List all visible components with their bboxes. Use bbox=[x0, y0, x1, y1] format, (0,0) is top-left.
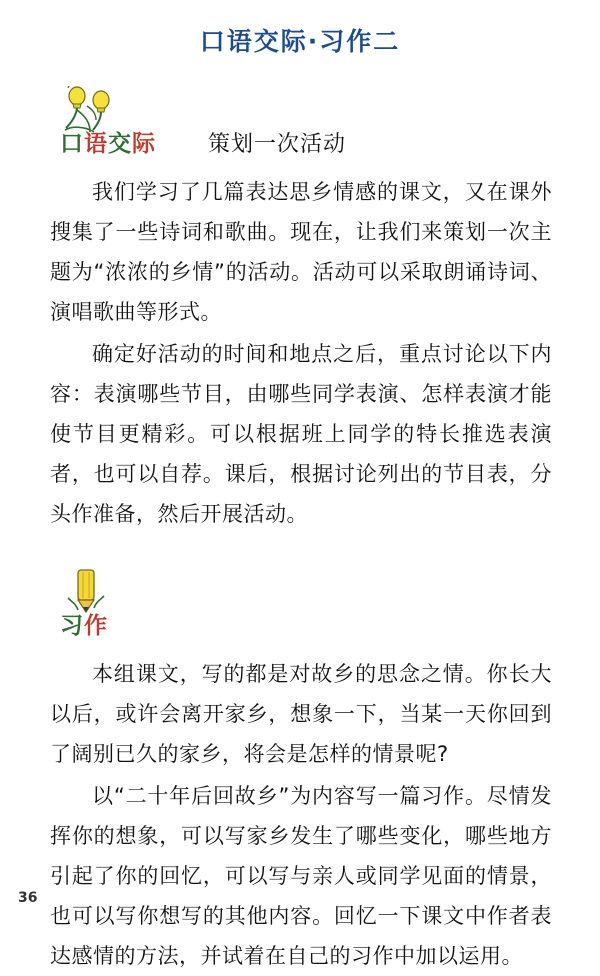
section-label-oral: 口语交际 bbox=[60, 131, 156, 157]
page-content bbox=[50, 86, 552, 976]
writing-body bbox=[50, 654, 552, 976]
oral-body bbox=[50, 172, 552, 534]
section-title-row-writing bbox=[60, 607, 108, 640]
section-subtitle-oral: 策划一次活动 bbox=[208, 132, 347, 157]
section-label-writing: 习作 bbox=[60, 613, 108, 639]
paragraph: 确定好活动的时间和地点之后，重点讨论以下内容：表演哪些节目，由哪些同学表演、怎样表演才能使节目更精彩。可以根据班上同学的特长推选表演者，也可以自荐。课后，根据讨论列出的节目表，分头作准备，然后开展活动。 bbox=[50, 342, 552, 526]
paragraph: 本组课文，写的都是对故乡的思念之情。你长大以后，或许会离开家乡，想象一下，当某一天你回到了阔别已久的家乡，将会是怎样的情景呢? bbox=[50, 662, 552, 766]
page-number: 36 bbox=[18, 890, 38, 906]
section-header-oral bbox=[50, 86, 552, 162]
paragraph: 以“二十年后回故乡”为内容写一篇习作。尽情发挥你的想象，可以写家乡发生了哪些变化，哪些地方引起了你的回忆，可以写与亲人或同学见面的情景，也可以写你想写的其他内容。回忆一下课文中作者表达感情的方法，并试着在自己的习作中加以运用。 bbox=[50, 784, 552, 968]
section-title-row-oral bbox=[60, 125, 346, 158]
page-title: 口语交际·习作二 bbox=[199, 27, 401, 56]
textbook-page bbox=[0, 22, 600, 968]
section-header-writing bbox=[50, 568, 552, 644]
paragraph: 我们学习了几篇表达思乡情感的课文，又在课外搜集了一些诗词和歌曲。现在，让我们来策划一次主题为“浓浓的乡情”的活动。活动可以采取朗诵诗词、演唱歌曲等形式。 bbox=[50, 180, 552, 324]
